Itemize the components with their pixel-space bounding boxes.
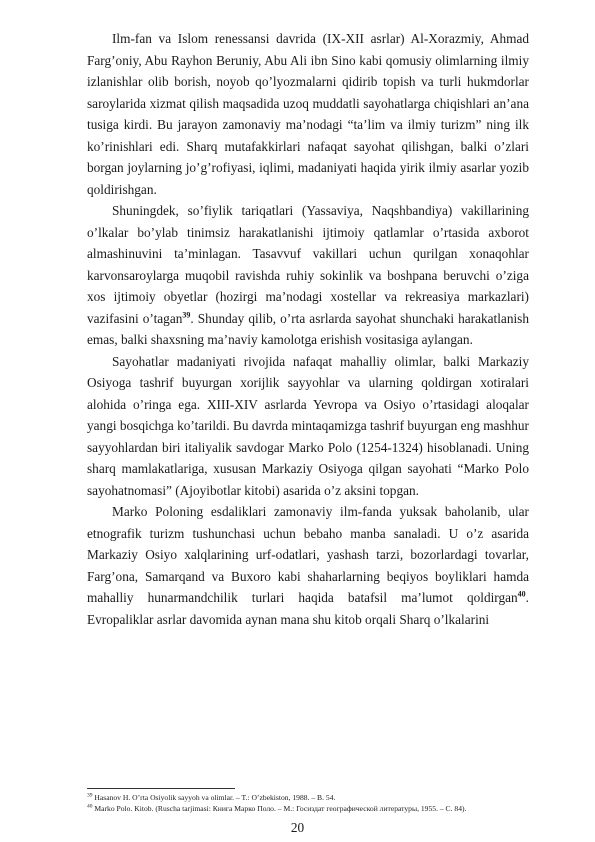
paragraph-4-text: Marko Poloning esdaliklari zamonaviy ilm-fanda yuksak baholanib, ular etnografik turizm tushunchasi uchun bebaho manba sanaladi. U o’z asarida Markaziy Osiyo xalqlarining urf-odatlari, yashash tarzi, bozorlardagi tovarlar, Farg’ona, Samarqand va Buxoro kabi shaharlarning beqiyos boyliklari hamda mahalliy hunarmandchilik turlari haqida batafsil ma’lumot qoldirgan [87, 504, 529, 605]
paragraph-3 [87, 351, 529, 502]
paragraph-4 [87, 501, 529, 630]
footnote-39-number: 39 [87, 792, 93, 799]
paragraph-4-tail: . Evropaliklar asrlar davomida aynan mana shu kitob orqali Sharq o’lkalarini [87, 590, 529, 627]
footnote-40 [87, 803, 529, 814]
paragraph-2-text: Shuningdek, so’fiylik tariqatlari (Yassaviya, Naqshbandiya) vakillarining o’lkalar bo’ylab tinimsiz harakatlanishi ijtimoiy qatlamlar o’rtasida axborot almashinuvini ta’minlagan. Tasavvuf vakillari uchun qurilgan xonaqohlar karvonsaroylarga muqobil ravishda ruhiy sokinlik va boshpana beruvchi o’ziga xos ijtimoiy obyetlar (hozirgi ma’nodagi xostellar va rekreasiya markazlari) vazifasini o’tagan [87, 203, 529, 326]
paragraph-2-tail: . Shunday qilib, o’rta asrlarda sayohat shunchaki harakatlanish emas, balki shaxsning ma’naviy kamolotga erishish vositasiga aylangan. [87, 310, 529, 347]
footnote-ref-40[interactable]: 40 [517, 589, 526, 599]
page-body [87, 28, 529, 630]
page-number: 20 [290, 820, 305, 835]
footnotes [87, 792, 529, 814]
footnote-divider [87, 788, 235, 789]
paragraph-1 [87, 28, 529, 200]
footnote-40-text: Marko Polo. Kitob. (Ruscha tarjimasi: Книга Марко Поло. – М.: Госиздат географической литературы, 1955. – С. 84). [92, 804, 467, 813]
paragraph-3-text: Sayohatlar madaniyati rivojida nafaqat mahalliy olimlar, balki Markaziy Osiyoga tashrif buyurgan xorijlik sayyohlar va ularning qoldirgan xotiralari alohida o’ringa ega. XIII-XIV asrlarda Yevropa va Osiyo o’rtasidagi aloqalar yangi bosqichga ko’tarildi. Bu davrda mintaqamizga tashrif buyurgan eng mashhur sayyohlardan biri italiyalik savdogar Marko Polo (1254-1324) hisoblanadi. Uning sharq mamlakatlariga, xususan Markaziy Osiyoga qilgan sayohati “Marko Polo sayohatnomasi” (Ajoyibotlar kitobi) asarida o’z aksini topgan. [87, 353, 529, 498]
footnote-40-number: 40 [87, 803, 93, 810]
paragraph-1-text: Ilm-fan va Islom renessansi davrida (IX-XII asrlar) Al-Xorazmiy, Ahmad Farg’oniy, Abu Rayhon Beruniy, Abu Ali ibn Sino kabi qomusiy olimlarning ilmiy izlanishlar olib borish, noyob qo’lyozmalarni qidirib topish va turli hukmdorlar saroylarida xizmat qilish maqsadida uzoq muddatli sayohatlarga chiqishlari an’ana tusiga kirdi. Bu jarayon zamonaviy ma’nodagi “ta’lim va ilmiy turizm” ning ilk ko’rinishlari edi. Sharq mutafakkirlari nafaqat sayohat qilishgan, balki o’zlari borgan joylarning jo’g’rofiyasi, iqlimi, madaniyati haqida yirik ilmiy asarlar yozib qoldirishgan. [87, 31, 529, 197]
footnote-39 [87, 792, 529, 803]
footnote-39-text: Hasanov H. O’rta Osiyolik sayyoh va olimlar. – T.: O’zbekiston, 1988. – B. 54. [92, 793, 336, 802]
footnote-ref-39[interactable]: 39 [182, 310, 191, 320]
paragraph-2 [87, 200, 529, 351]
